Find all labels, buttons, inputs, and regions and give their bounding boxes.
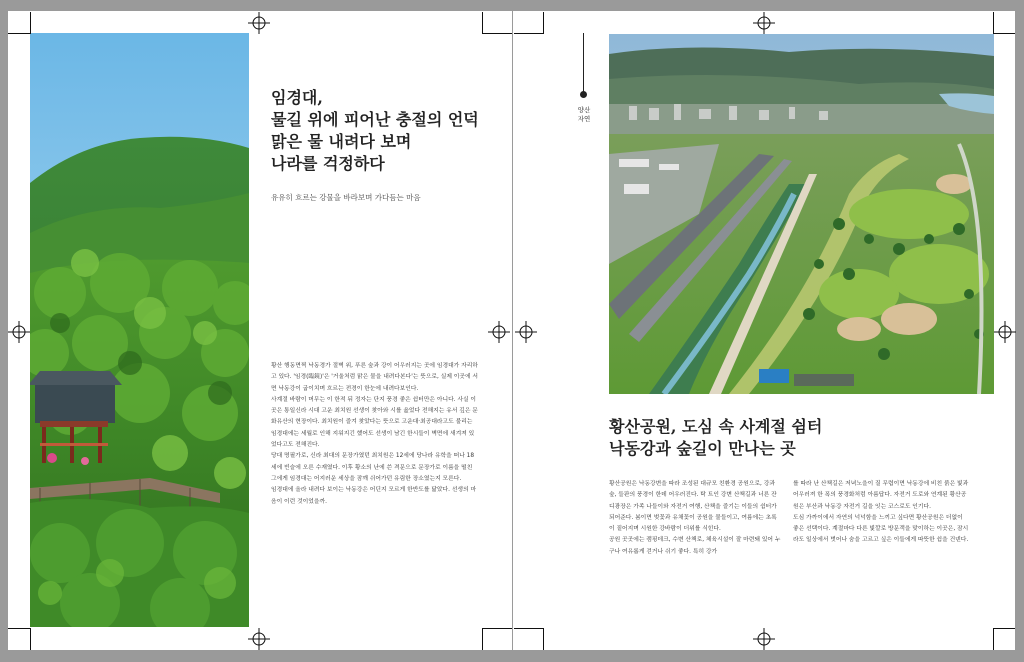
crop-mark [543,12,544,34]
right-body-paragraph: 를 따라 난 산책길은 저녁노을이 질 무렵이면 낙동강에 비친 붉은 빛과 어우러져 한 폭의 풍경화처럼 아름답다. 자전거 도로와 연계된 황산공원은 부산과 낙동강 자전거 길을 잇는 코스로도 인기다. [793,481,969,510]
registration-mark [248,628,270,650]
crop-mark [482,12,483,34]
right-body-paragraph: 황산공원은 낙동강변을 따라 조성된 대규모 친환경 공원으로, 강과 숲, 들판의 풍경이 한데 어우러진다. 탁 트인 강변 산책길과 너른 잔디광장은 가족 나들이와 자전거 여행, 산책을 즐기는 이들의 쉼터가 되어준다. 봄이면 벚꽃과 유채꽃이 공원을 물들이고, 여름에는 초록이 짙어지며 시원한 강바람이 더위를 식힌다. [609,481,777,533]
crop-mark [30,628,31,650]
registration-mark [8,321,30,343]
right-body-paragraph: 공원 곳곳에는 캠핑데크, 수변 산책로, 체육시설이 잘 마련돼 있어 누구나 여유롭게 걷거나 쉬기 좋다. 특히 강가 [609,537,781,555]
crop-mark [30,12,31,34]
side-label-rule [583,33,584,93]
crop-mark [993,33,1015,34]
imgyeongdae-photo [30,33,249,627]
left-page [8,11,512,650]
left-body-paragraph: 사계절 바람이 머무는 이 한적 뒤 정자는 단지 풍경 좋은 쉼터만은 아니다. 사실 이곳은 통일신라 시대 고운 최치원 선생이 찾아와 시를 읊었다 전해지는 유서 깊은 문화유산의 현장이다. 최치원이 즐겨 찾았다는 뜻으로 고운대·최공대라고도 불리는 임경대에는 세월로 인해 지워지긴 했어도 선생이 남긴 한시들이 벽면에 새겨져 있었다고도 전해진다. [271,396,478,449]
registration-mark [488,321,510,343]
left-title: 임경대, 물길 위에 피어난 충절의 언덕 맑은 물 내려다 보며 나라를 걱정하다 [271,88,479,173]
crop-mark [514,628,544,629]
right-body-column-1 [609,479,781,558]
registration-mark [248,12,270,34]
right-body-paragraph: 도심 가까이에서 자연의 넉넉함을 느끼고 싶다면 황산공원은 더없이 좋은 선택이다. 계절마다 다른 빛깔로 방문객을 맞이하는 이곳은, 잠시라도 일상에서 벗어나 숨을 고르고 싶은 이들에게 따뜻한 쉼을 건넨다. [793,514,969,544]
crop-mark [8,33,30,34]
crop-mark [543,628,544,650]
registration-mark [753,628,775,650]
right-title: 황산공원, 도심 속 사계절 쉼터 낙동강과 숲길이 만나는 곳 [609,417,823,458]
crop-mark [993,628,994,650]
crop-mark [993,12,994,34]
left-subtitle: 유유히 흐르는 강물을 바라보며 가다듬는 마음 [271,193,421,202]
side-label: 양산 자연 [577,106,591,123]
hwangsan-park-aerial-photo [609,34,994,394]
registration-mark [994,321,1016,343]
crop-mark [482,33,512,34]
left-body-text [271,361,478,508]
crop-mark [482,628,512,629]
crop-mark [8,628,30,629]
crop-mark [482,628,483,650]
crop-mark [514,33,544,34]
right-body-column-2 [793,479,969,547]
left-body-paragraph: 임경대에 올라 내려다 보이는 낙동강은 어딘지 모르게 한반도를 닮았다. 선생의 마음이 이런 것이었을까. [271,487,477,505]
left-body-paragraph: 황산 행동면찍 낙동경가 절벽 위, 푸른 숲과 강이 어우러지는 곳에 임경대가 자리하고 있다. '임경(臨鏡)'은 '거울처럼 맑은 물을 내려다본다'는 뜻으로, 실제 이곳에 서면 낙동강이 굽이치며 흐르는 전경이 한눈에 내려다보인다. [271,363,478,392]
left-body-paragraph: 당대 명필가로, 신라 최대의 문장가였던 최치원은 12세에 당나라 유학을 떠나 18세에 빈슬에 오른 수재였다. 이후 황소의 난에 쓴 격문으로 문장가로 이름을 떨친 그에게 임경대는 어지러운 세상을 잠깨 쉬어가던 유림한 장소였는지 모른다. [271,453,475,482]
crop-mark [993,628,1015,629]
registration-mark [753,12,775,34]
registration-mark [515,321,537,343]
side-label-dot [580,91,587,98]
right-page [513,11,1015,650]
